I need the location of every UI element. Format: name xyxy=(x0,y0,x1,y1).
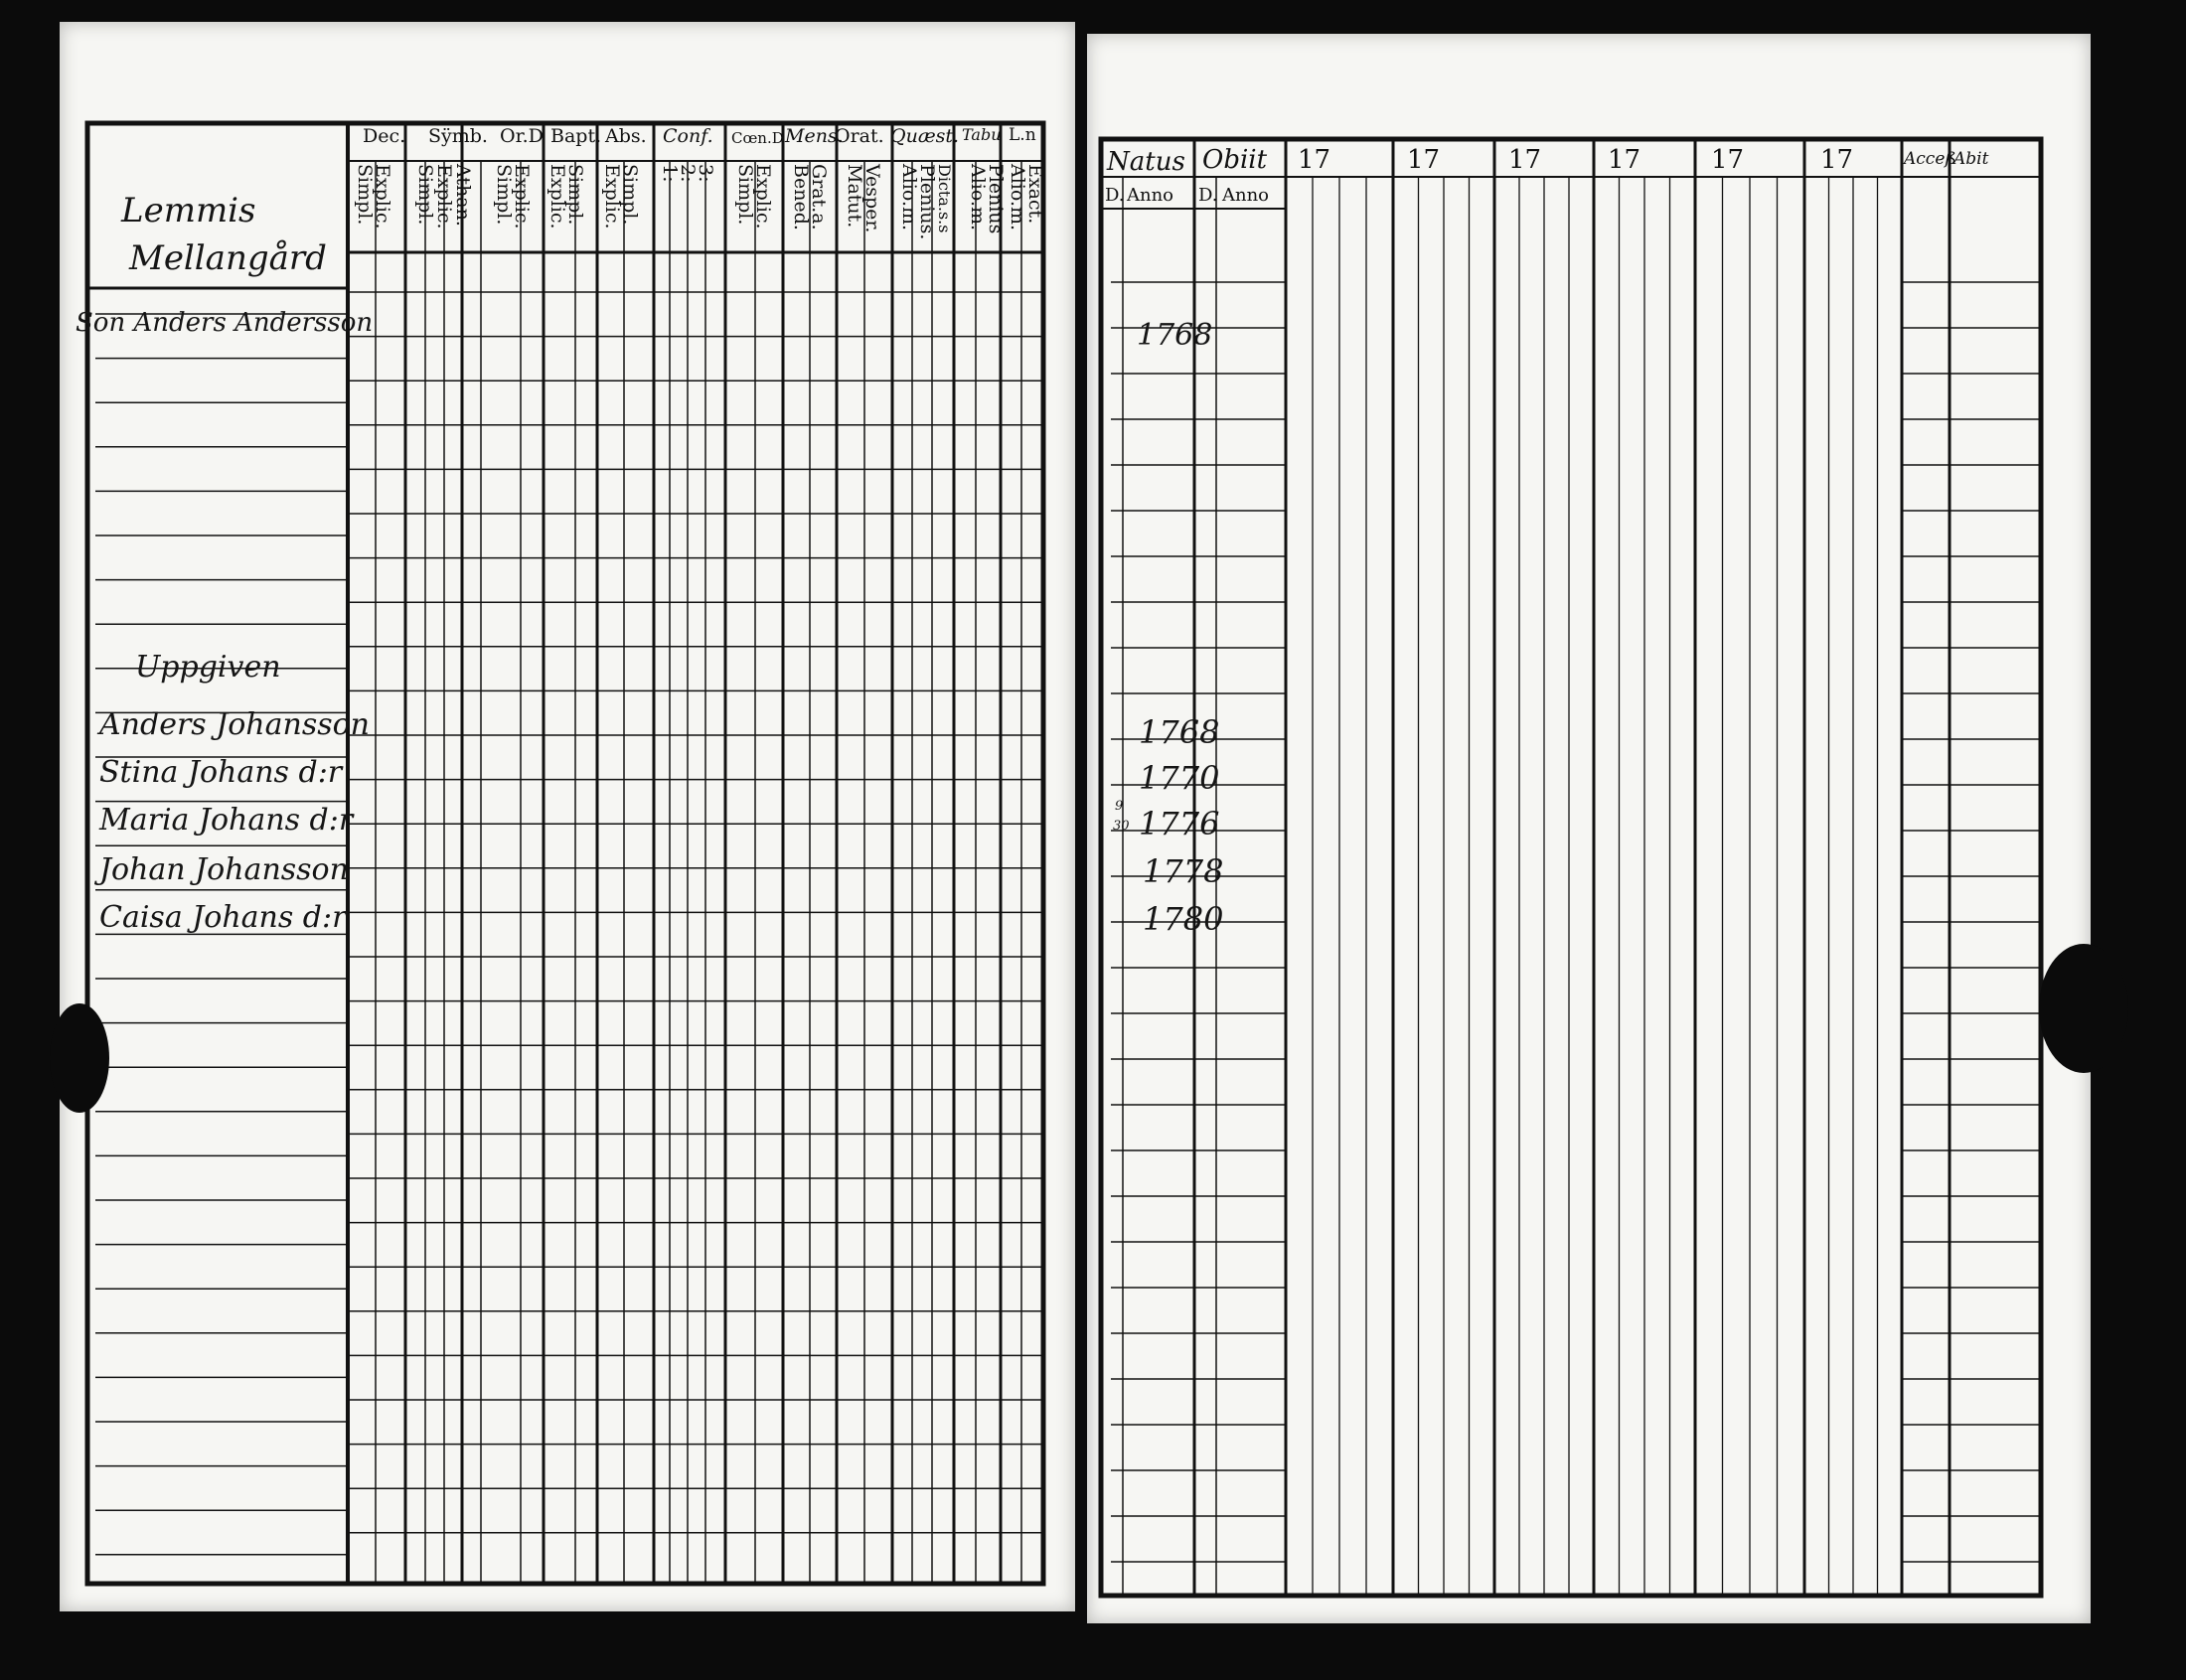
sub-tab-1: Plenius xyxy=(985,164,1007,234)
year-header-4: 17 xyxy=(1608,145,1641,175)
sub-mens-1: Grat.a. xyxy=(808,164,830,230)
header-ord: Or.D xyxy=(500,125,544,147)
sub-conf-2: 2: xyxy=(677,164,699,183)
header-natus: Natus xyxy=(1107,147,1185,177)
day-denominator: 30 xyxy=(1113,819,1130,834)
right-page-grid xyxy=(1087,34,2091,1623)
sub-dec-1: Explic. xyxy=(372,164,393,229)
sub-dec-2: Simpl. xyxy=(354,164,376,226)
sub-quaest-3: Alio.m. xyxy=(898,164,920,231)
sub-conf-1: 3: xyxy=(695,164,716,183)
sub-conf-3: 1: xyxy=(659,164,681,183)
sub-orat-1: Vesper. xyxy=(861,164,883,233)
sub-orat-2: Matut. xyxy=(844,164,865,229)
sub-mens-2: Bened. xyxy=(790,164,812,230)
binding-hole-left xyxy=(50,1003,109,1113)
place-name-line1: Lemmis xyxy=(121,191,256,230)
birth-year-2: 1768 xyxy=(1139,713,1220,751)
sub-ord-2: Simpl. xyxy=(493,164,515,226)
header-quaest: Quæst. xyxy=(890,125,960,147)
obiit-sub-day: D. xyxy=(1198,185,1218,206)
sub-tab-2: Alio.m. xyxy=(967,164,989,231)
name-row-4: Johan Johansson xyxy=(99,852,349,887)
sub-abs-2: Explic. xyxy=(601,164,623,229)
natus-sub-day: D. xyxy=(1105,185,1125,206)
year-header-2: 17 xyxy=(1407,145,1441,175)
sub-bapt-2: Explic. xyxy=(546,164,568,229)
header-dec: Dec. xyxy=(363,125,406,147)
person-entry: Son Anders Andersson xyxy=(76,308,374,338)
header-bapt: Bapt. xyxy=(550,125,602,147)
sub-abs-1: Simpl. xyxy=(619,164,641,226)
header-obiit: Obiit xyxy=(1202,145,1268,175)
sub-bapt-1: Simpl. xyxy=(564,164,586,226)
day-numerator: 9 xyxy=(1115,799,1124,814)
header-tab: Tabu xyxy=(962,125,1002,144)
header-coend: Cœn.D xyxy=(731,129,784,147)
header-accessit: Acceß xyxy=(1904,149,1956,169)
sub-symb-1: Athan. xyxy=(452,164,474,227)
header-ln: L.n xyxy=(1009,125,1036,145)
year-header-6: 17 xyxy=(1820,145,1854,175)
sub-coend-1: Explic. xyxy=(752,164,774,229)
place-name-line2: Mellangård xyxy=(129,238,327,278)
sub-symb-2: Explic. xyxy=(433,164,455,229)
birth-year-4: 1776 xyxy=(1139,805,1220,842)
right-table-border xyxy=(1101,139,2041,1596)
sub-quaest-2: Plenius. xyxy=(916,164,938,240)
sub-ln-1: Exact. xyxy=(1024,164,1046,225)
binding-hole-right xyxy=(2039,944,2128,1073)
right-page xyxy=(1087,34,2091,1623)
sub-symb-3: Simpl. xyxy=(414,164,436,226)
birth-year-1: 1768 xyxy=(1137,318,1213,353)
name-row-2: Stina Johans d:r xyxy=(99,755,343,790)
left-page xyxy=(60,22,1075,1611)
sub-ln-2: Alio.m. xyxy=(1007,164,1028,231)
sub-ord-1: Explic. xyxy=(511,164,533,229)
header-symb: Sÿmb. xyxy=(428,125,488,147)
header-abs: Abs. xyxy=(605,125,647,147)
year-header-3: 17 xyxy=(1508,145,1542,175)
birth-year-6: 1780 xyxy=(1143,900,1224,938)
header-mens: Mens. xyxy=(785,125,844,147)
obiit-sub-anno: Anno xyxy=(1222,185,1270,206)
natus-sub-anno: Anno xyxy=(1127,185,1174,206)
header-conf: Conf. xyxy=(663,125,713,147)
name-row-1: Anders Johansson xyxy=(99,707,371,742)
header-abiit: Abit xyxy=(1953,149,1989,169)
sub-coend-2: Simpl. xyxy=(734,164,756,226)
year-header-1: 17 xyxy=(1298,145,1331,175)
birth-year-3: 1770 xyxy=(1139,759,1220,797)
name-row-5: Caisa Johans d:r xyxy=(99,900,347,935)
header-orat: Orat. xyxy=(835,125,884,147)
year-header-5: 17 xyxy=(1711,145,1745,175)
sub-quaest-1: Dicta.s.s xyxy=(935,164,954,233)
birth-year-5: 1778 xyxy=(1143,852,1224,890)
group-title: Uppgiven xyxy=(135,650,281,685)
name-row-3: Maria Johans d:r xyxy=(99,803,354,838)
